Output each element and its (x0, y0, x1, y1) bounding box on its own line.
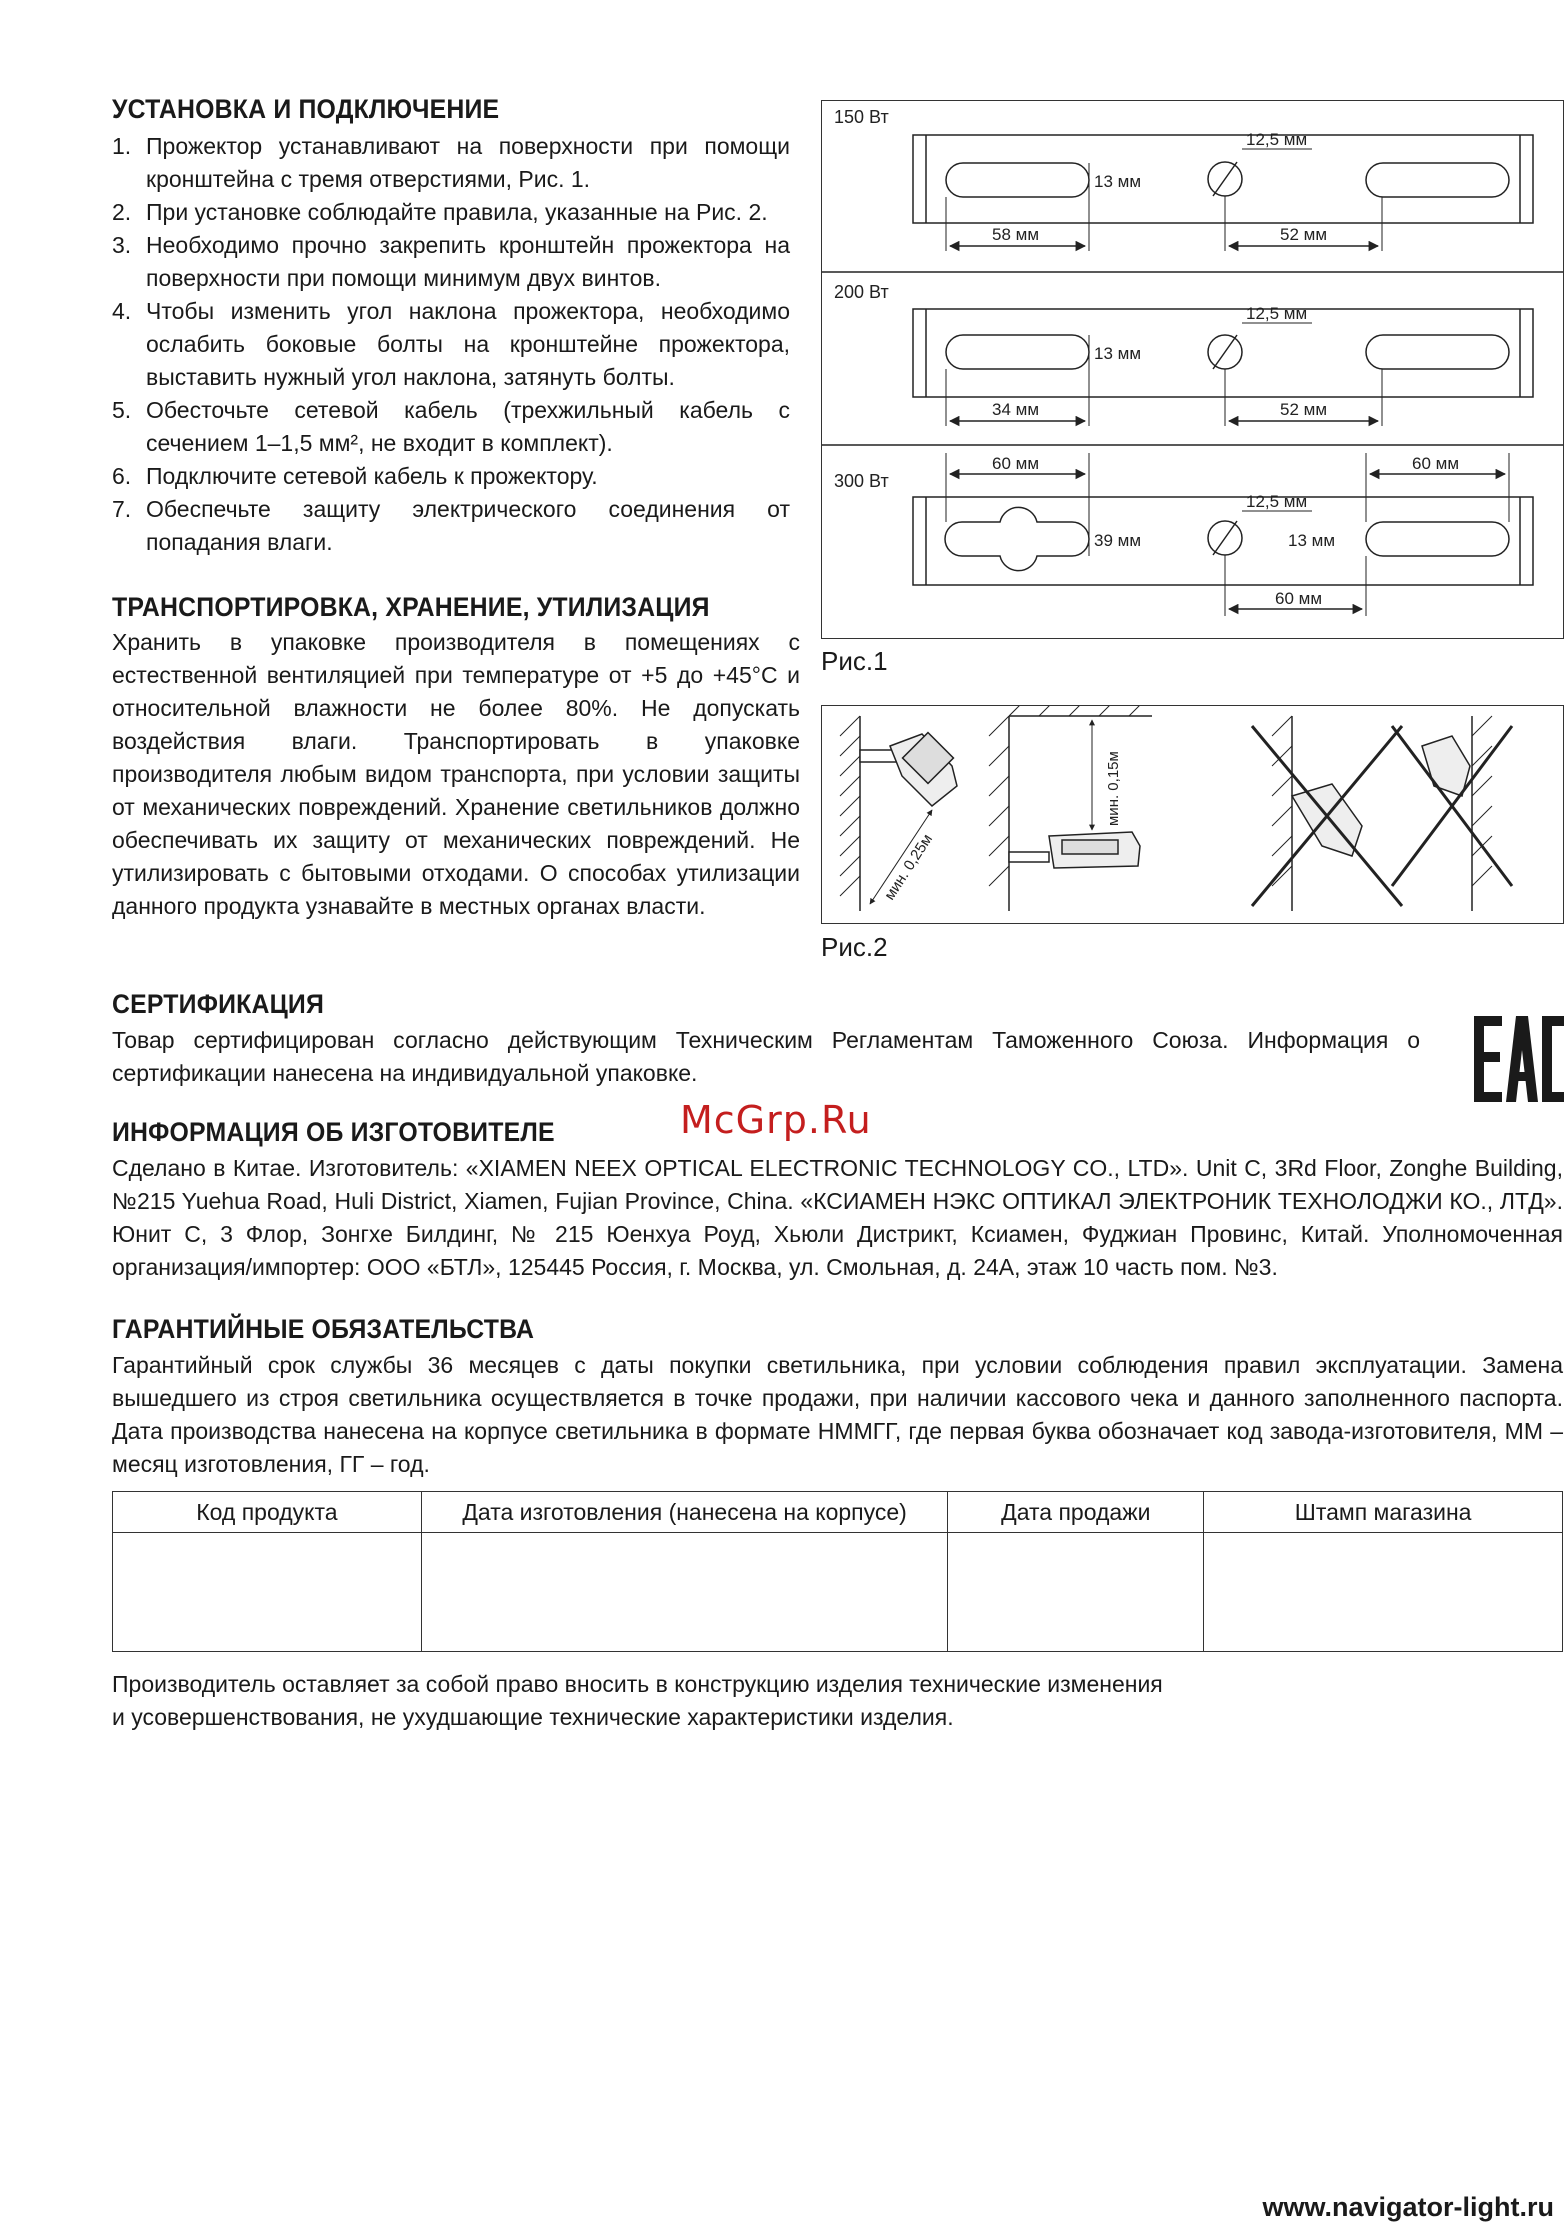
manufacture-date-cell[interactable] (421, 1533, 948, 1652)
table-header-cell: Дата изготовления (нанесена на корпусе) (421, 1492, 948, 1533)
warranty-heading: ГАРАНТИЙНЫЕ ОБЯЗАТЕЛЬСТВА (112, 1314, 535, 1344)
list-item: 4. Чтобы изменить угол наклона прожектора, необходимо ослабить боковые болты на кронштейне прожектора, выставить нужный угол наклона, затянуть болты. (112, 298, 790, 390)
hole-dim: 12,5 мм (1246, 130, 1308, 149)
warranty-text: Гарантийный срок службы 36 месяцев с даты покупки светильника, при условии соблюдения правил эксплуатации. Замена вышедшего из строя светильника осуществляется в точке продажи, при наличии кассового чека и данного заполненного паспорта. Дата производства нанесена на корпусе светильника в формате НММГГ, где первая буква обозначает код завода-изготовителя, ММ – месяц изготовления, ГГ – год. (112, 1352, 1563, 1477)
mounting-rules-svg (822, 706, 1563, 923)
left-dim: 58 мм (992, 225, 1040, 244)
row-label-150w: 150 Вт (834, 107, 889, 127)
hole-dim: 12,5 мм (1246, 492, 1308, 511)
list-item: 3. Необходимо прочно закрепить кронштейн прожектора на поверхности при помощи минимум двух винтов. (112, 232, 790, 291)
top-left-dim: 60 мм (992, 454, 1040, 473)
wall-distance-label: мин. 0,25м (881, 831, 937, 904)
bracket-dimensions-svg (822, 101, 1563, 638)
table-header-cell: Штамп магазина (1204, 1492, 1563, 1533)
table-row (113, 1533, 1563, 1652)
table-header-cell: Код продукта (113, 1492, 422, 1533)
install-heading: УСТАНОВКА И ПОДКЛЮЧЕНИЕ (112, 94, 500, 124)
table-header-cell: Дата продажи (948, 1492, 1204, 1533)
hole-dim: 12,5 мм (1246, 304, 1308, 323)
list-item: 7. Обеспечьте защиту электрического соединения от попадания влаги. (112, 496, 790, 555)
list-item: 1. Прожектор устанавливают на поверхности при помощи кронштейна с тремя отверстиями, Рис. 1. (112, 133, 790, 192)
store-stamp-cell[interactable] (1204, 1533, 1563, 1652)
transport-text: Хранить в упаковке производителя в помещениях с естественной вентиляцией при температуре от +5 до +45°С и относительной влажности не более 80%. Не допускать воздействия влаги. Транспортировать в упаковке производителя любым видом транспорта, при условии защиты от механических повреждений. Хранение светильников должно обеспечивать их защиту от механических повреждений. Не утилизировать с бытовыми отходами. О способах утилизации данного продукта узнавайте в местных органах власти. (112, 629, 800, 919)
right-dim: 52 мм (1280, 225, 1328, 244)
list-item: 2. При установке соблюдайте правила, указанные на Рис. 2. (112, 199, 768, 225)
list-item: 5. Обесточьте сетевой кабель (трехжильный кабель с сечением 1–1,5 мм², не входит в комплект). (112, 397, 790, 456)
warranty-table (112, 1491, 1563, 1652)
maker-text: Сделано в Китае. Изготовитель: «XIAMEN NEEX OPTICAL ELECTRONIC TECHNOLOGY CO., LTD». Unit C, 3Rd Floor, Zonghe Building, №215 Yuehua Road, Huli District, Xiamen, Fujian Province, China. «КСИАМЕН НЭКС ОПТИКАЛ ЭЛЕКТРОНИК ТЕХНОЛОДЖИ КО., ЛТД». Юнит С, 3 Флор, Зонгхе Билдинг, № 215 Юенхуа Роуд, Хьюли Дистрикт, Ксиамен, Фуджиан Провинс, Китай. Уполномоченная организация/импортер: ООО «БТЛ», 125445 Россия, г. Москва, ул. Смольная, д. 24А, этаж 10 часть пом. №3. (112, 1155, 1563, 1280)
height-dim: 13 мм (1094, 172, 1142, 191)
install-steps (112, 130, 790, 559)
watermark: McGrp.Ru (680, 1098, 872, 1142)
cert-text: Товар сертифицирован согласно действующим Техническим Регламентам Таможенного Союза. Информация о сертификации нанесена на индивидуальной упаковке. (112, 1027, 1420, 1086)
right-dim: 52 мм (1280, 400, 1328, 419)
product-code-cell[interactable] (113, 1533, 422, 1652)
row-label-200w: 200 Вт (834, 282, 889, 302)
figure-1-caption: Рис.1 (821, 646, 888, 676)
row-label-300w: 300 Вт (834, 471, 889, 491)
sale-date-cell[interactable] (948, 1533, 1204, 1652)
height-dim: 13 мм (1288, 531, 1336, 550)
left-dim: 34 мм (992, 400, 1040, 419)
table-header-row (113, 1492, 1563, 1533)
eac-logo (1472, 1012, 1564, 1104)
cert-heading: СЕРТИФИКАЦИЯ (112, 989, 325, 1019)
transport-heading: ТРАНСПОРТИРОВКА, ХРАНЕНИЕ, УТИЛИЗАЦИЯ (112, 592, 710, 622)
list-item: 6. Подключите сетевой кабель к прожектору. (112, 463, 598, 489)
figure-2-mounting-rules (821, 705, 1564, 924)
bottom-dim: 60 мм (1275, 589, 1323, 608)
height2-dim: 39 мм (1094, 531, 1142, 550)
ceiling-distance-label: мин. 0,15м (1105, 751, 1122, 826)
maker-heading: ИНФОРМАЦИЯ ОБ ИЗГОТОВИТЕЛЕ (112, 1117, 555, 1147)
figure-2-caption: Рис.2 (821, 932, 888, 962)
footer-note: Производитель оставляет за собой право вносить в конструкцию изделия технические изменения и усовершенствования, не ухудшающие технические характеристики изделия. (112, 1671, 1163, 1730)
height-dim: 13 мм (1094, 344, 1142, 363)
website-link[interactable]: www.navigator-light.ru (1262, 2192, 1554, 2222)
top-right-dim: 60 мм (1412, 454, 1460, 473)
figure-1-bracket-drawing (821, 100, 1564, 639)
